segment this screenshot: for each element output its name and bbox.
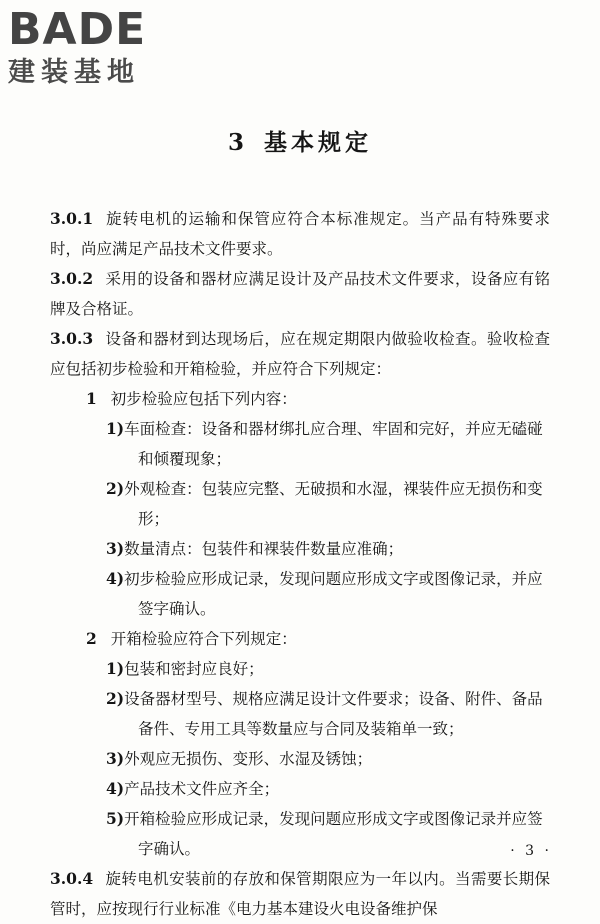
sub-item-number: 1) <box>106 419 125 438</box>
sub-item <box>50 564 550 624</box>
sub-item-number: 4) <box>106 569 125 588</box>
sub-item <box>50 774 550 804</box>
item-text: 初步检验应包括下列内容： <box>110 390 297 408</box>
clause-3-0-1 <box>50 204 550 264</box>
clause-number: 3.0.2 <box>50 269 94 288</box>
sub-item-text: 初步检验应形成记录，发现问题应形成文字或图像记录，并应签字确认。 <box>124 570 543 618</box>
sub-item-text: 数量清点：包装件和裸装件数量应准确； <box>124 540 404 558</box>
sub-item-text: 外观应无损伤、变形、水湿及锈蚀； <box>124 750 373 768</box>
sub-item <box>50 474 550 534</box>
clause-number: 3.0.3 <box>50 329 94 348</box>
sub-item <box>50 414 550 474</box>
clause-number: 3.0.1 <box>50 209 94 228</box>
logo-en: BADE <box>8 4 147 55</box>
sub-item <box>50 654 550 684</box>
item-2 <box>50 624 550 654</box>
item-text: 开箱检验应符合下列规定： <box>110 630 297 648</box>
logo-cn: 建装基地 <box>8 57 140 88</box>
logo <box>8 6 178 90</box>
clause-number: 3.0.4 <box>50 869 94 888</box>
clause-text: 旋转电机安装前的存放和保管期限应为一年以内。当需要长期保管时，应按现行行业标准《电力基本建设火电设备维护保 <box>50 870 550 918</box>
sub-item-text: 车面检查：设备和器材绑扎应合理、牢固和完好，并应无磕碰和倾覆现象； <box>124 420 543 468</box>
clause-text: 采用的设备和器材应满足设计及产品技术文件要求，设备应有铭牌及合格证。 <box>50 270 550 318</box>
chapter-title <box>0 124 600 157</box>
sub-item-text: 产品技术文件应齐全； <box>124 780 280 798</box>
item-number: 1 <box>86 389 97 408</box>
sub-item-number: 5) <box>106 809 125 828</box>
sub-item-number: 3) <box>106 749 125 768</box>
sub-item-number: 2) <box>106 479 125 498</box>
clause-text: 旋转电机的运输和保管应符合本标准规定。当产品有特殊要求时，尚应满足产品技术文件要求。 <box>50 210 550 258</box>
sub-item-text: 外观检查：包装应完整、无破损和水湿，裸装件应无损伤和变形； <box>124 480 543 528</box>
item-1 <box>50 384 550 414</box>
sub-item-text: 设备器材型号、规格应满足设计文件要求；设备、附件、备品备件、专用工具等数量应与合同及装箱单一致； <box>124 690 543 738</box>
chapter-number: 3 <box>227 129 248 156</box>
clause-3-0-4 <box>50 864 550 924</box>
sub-item-text: 开箱检验应形成记录，发现问题应形成文字或图像记录并应签字确认。 <box>124 810 543 858</box>
sub-item <box>50 744 550 774</box>
page-number: · 3 · <box>510 843 552 859</box>
clause-3-0-3 <box>50 324 550 384</box>
sub-item-number: 4) <box>106 779 125 798</box>
clause-text: 设备和器材到达现场后，应在规定期限内做验收检查。验收检查应包括初步检验和开箱检验，并应符合下列规定： <box>50 330 550 378</box>
sub-item-number: 1) <box>106 659 125 678</box>
document-body <box>50 204 550 924</box>
sub-item <box>50 804 550 864</box>
sub-item-number: 2) <box>106 689 125 708</box>
sub-item-number: 3) <box>106 539 125 558</box>
sub-item <box>50 534 550 564</box>
sub-item <box>50 684 550 744</box>
chapter-title-text: 基本规定 <box>264 129 372 156</box>
sub-item-text: 包装和密封应良好； <box>124 660 264 678</box>
item-number: 2 <box>86 629 97 648</box>
clause-3-0-2 <box>50 264 550 324</box>
